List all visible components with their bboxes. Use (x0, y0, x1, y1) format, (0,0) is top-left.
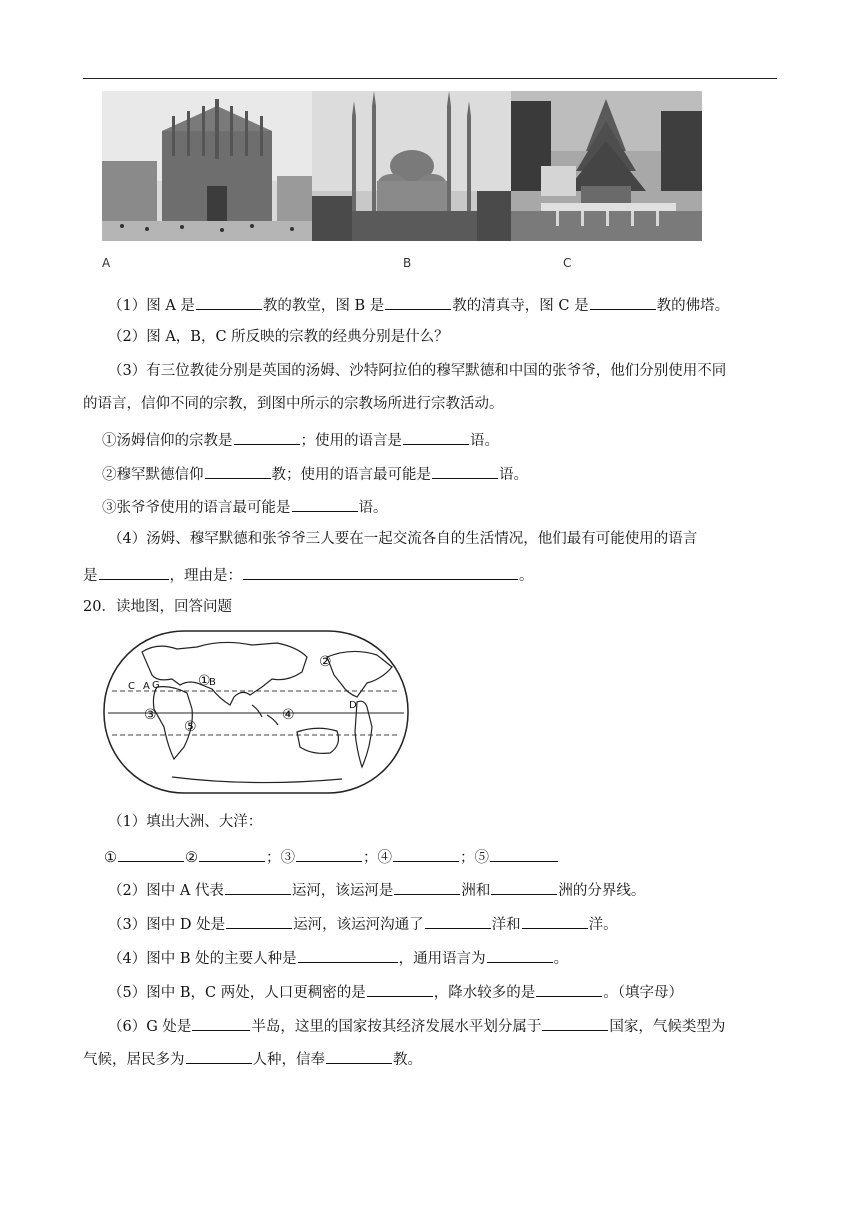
answer-blank[interactable] (385, 293, 451, 310)
map-label-c: C (128, 681, 135, 692)
answer-blank[interactable] (487, 946, 553, 963)
answer-blank[interactable] (367, 980, 433, 997)
answer-blank[interactable] (522, 912, 588, 929)
world-map (102, 627, 412, 797)
text: 。 (553, 951, 569, 967)
map-label-b: B (209, 677, 216, 688)
answer-blank[interactable] (118, 845, 184, 862)
answer-blank[interactable] (425, 912, 491, 929)
text: 教的佛塔。 (656, 298, 730, 314)
map-label-d: D (349, 700, 357, 711)
text: （2）图中 A 代表 (108, 883, 224, 899)
text: （5）图中 B，C 两处，人口更稠密的是 (108, 985, 366, 1001)
text: ③张爷爷使用的语言最可能是 (102, 500, 291, 516)
text: ；⑤ (460, 850, 489, 866)
answer-blank[interactable] (243, 563, 518, 580)
answer-blank[interactable] (394, 878, 460, 895)
answer-blank[interactable] (292, 495, 358, 512)
answer-blank[interactable] (590, 293, 656, 310)
q19-sub3 (102, 495, 388, 518)
text: 。 (519, 568, 534, 584)
text: ②穆罕默德信仰 (102, 467, 204, 483)
photo-a-cathedral (102, 91, 312, 241)
q20-part1-fill (104, 845, 559, 868)
text: ；使用的语言是 (300, 433, 402, 449)
map-number-2: ② (319, 654, 332, 670)
answer-blank[interactable] (225, 878, 291, 895)
answer-blank[interactable] (234, 428, 300, 445)
answer-blank[interactable] (536, 980, 602, 997)
text: （3）图中 D 处是 (108, 917, 226, 933)
answer-blank[interactable] (326, 1047, 392, 1064)
header-rule (83, 78, 777, 79)
q19-part3-line1: （3）有三位教徒分别是英国的汤姆、沙特阿拉伯的穆罕默德和中国的张爷爷，他们分别使用不同 (108, 363, 727, 379)
text: 洋和 (491, 917, 521, 933)
text: （4）图中 B 处的主要人种是 (108, 951, 297, 967)
q19-sub1 (102, 428, 499, 451)
answer-blank[interactable] (199, 845, 265, 862)
text: 洲和 (461, 883, 491, 899)
text: ①汤姆信仰的宗教是 (102, 433, 233, 449)
text: ，理由是： (169, 568, 242, 584)
photo-caption-c: C (563, 256, 572, 270)
photo-c-pagoda (511, 91, 702, 241)
answer-blank[interactable] (491, 878, 557, 895)
text: 教。 (393, 1052, 422, 1068)
text: 半岛，这里的国家按其经济发展水平划分属于 (251, 1019, 542, 1035)
text: 语。 (358, 500, 388, 516)
text: ，通用语言为 (398, 951, 486, 967)
answer-blank[interactable] (192, 1014, 250, 1031)
text: （1）图 A 是 (108, 298, 195, 314)
text: 洋。 (588, 917, 618, 933)
answer-blank[interactable] (403, 428, 469, 445)
q19-part3-line2: 的语言，信仰不同的宗教，到图中所示的宗教场所进行宗教活动。 (83, 396, 504, 412)
q19-part4-line2 (83, 563, 534, 586)
answer-blank[interactable] (432, 462, 498, 479)
q20-part2 (108, 878, 645, 901)
map-number-4: ④ (282, 707, 295, 723)
map-label-g: G (152, 680, 160, 691)
answer-blank[interactable] (298, 946, 398, 963)
q19-sub2 (102, 462, 528, 485)
q19-part2: （2）图 A，B，C 所反映的宗教的经典分别是什么？ (108, 329, 449, 345)
q20-part4 (108, 946, 568, 969)
q20-title: 20．读地图，回答问题 (83, 599, 232, 615)
text: 人种，信奉 (252, 1052, 325, 1068)
text: 教的清真寺，图 C 是 (452, 298, 589, 314)
map-label-a: A (143, 681, 150, 692)
answer-blank[interactable] (186, 1047, 252, 1064)
photo-b-mosque (312, 91, 511, 241)
answer-blank[interactable] (205, 462, 271, 479)
q20-part3 (108, 912, 618, 935)
answer-blank[interactable] (490, 845, 558, 862)
answer-blank[interactable] (393, 845, 459, 862)
q19-part4-line1: （4）汤姆、穆罕默德和张爷爷三人要在一起交流各自的生活情况，他们最有可能使用的语言 (108, 531, 698, 547)
text: 语。 (499, 467, 528, 483)
map-number-5: ⑤ (184, 719, 197, 735)
text: （6）G 处是 (108, 1019, 192, 1035)
text: 教；使用的语言最可能是 (271, 467, 431, 483)
q20-part1: （1）填出大洲、大洋： (108, 814, 263, 830)
answer-blank[interactable] (226, 912, 292, 929)
text: 语。 (470, 433, 499, 449)
text: ① (104, 850, 117, 866)
photo-caption-a: A (102, 256, 111, 270)
text: 。（填字母） (603, 985, 683, 1001)
map-number-1: ① (198, 673, 211, 689)
text: 运河，该运河沟通了 (293, 917, 424, 933)
q20-part5 (108, 980, 683, 1003)
q19-part1 (108, 293, 729, 316)
religious-buildings-photos (102, 91, 702, 241)
answer-blank[interactable] (99, 563, 169, 580)
q20-part6-line1 (108, 1014, 725, 1037)
answer-blank[interactable] (542, 1014, 608, 1031)
text: 气候，居民多为 (83, 1052, 185, 1068)
text: 教的教堂，图 B 是 (262, 298, 385, 314)
text: ；④ (363, 850, 392, 866)
text: 是 (83, 568, 98, 584)
text: 运河，该运河是 (291, 883, 394, 899)
map-number-3: ③ (144, 707, 157, 723)
text: ② (185, 850, 198, 866)
text: 国家，气候类型为 (609, 1019, 726, 1035)
answer-blank[interactable] (296, 845, 362, 862)
q20-part6-line2 (83, 1047, 422, 1070)
text: 洲的分界线。 (558, 883, 646, 899)
text: ，降水较多的是 (433, 985, 536, 1001)
text: ；③ (266, 850, 295, 866)
answer-blank[interactable] (196, 293, 262, 310)
photo-caption-b: B (403, 256, 412, 270)
